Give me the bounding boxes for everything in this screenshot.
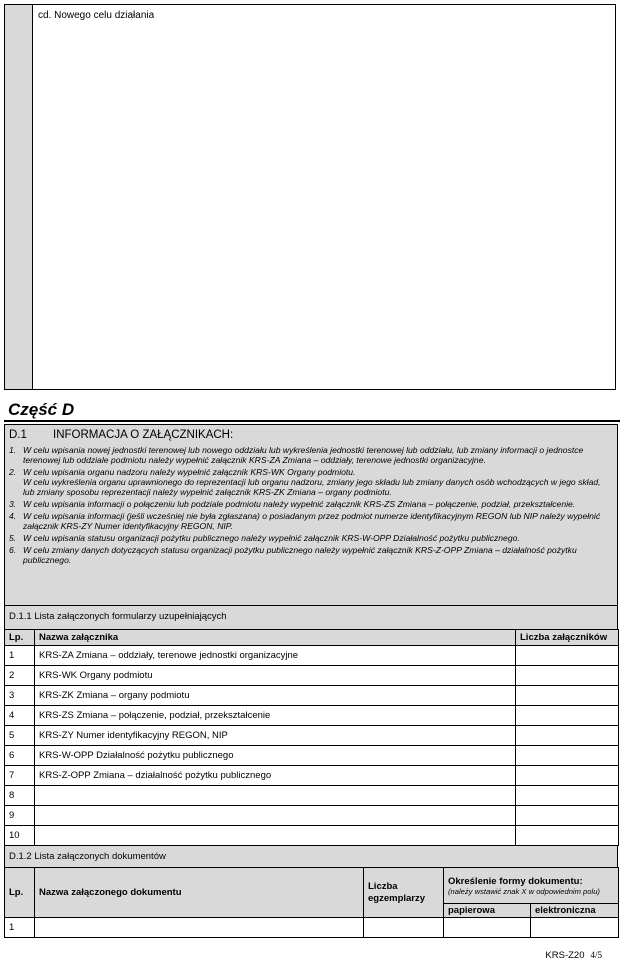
row-lp: 10 xyxy=(5,826,35,846)
info-item xyxy=(9,511,613,531)
row-lp: 1 xyxy=(5,646,35,666)
row-lp: 5 xyxy=(5,726,35,746)
row-count-input[interactable] xyxy=(516,686,619,706)
row-name: KRS-ZS Zmiana – połączenie, podział, przekształcenie xyxy=(35,706,516,726)
row-lp: 4 xyxy=(5,706,35,726)
row-count-input[interactable] xyxy=(516,806,619,826)
continuation-side-bar xyxy=(5,5,33,389)
row-name: KRS-ZY Numer identyfikacyjny REGON, NIP xyxy=(35,726,516,746)
table-row xyxy=(5,918,619,938)
row-count-input[interactable] xyxy=(516,766,619,786)
row-name xyxy=(35,826,516,846)
row-name xyxy=(35,806,516,826)
table-row xyxy=(5,786,619,806)
d1-title: INFORMACJA O ZAŁĄCZNIKACH: xyxy=(53,429,234,441)
info-item-text-2: W celu wykreślenia organu uprawnionego do reprezentacji lub organu nadzoru, zmiany jego składu lub zmiany danych osób wchodzących w jego skład, lub zmiany sposobu reprezentacji należy wypełnić załącznik KRS-ZK Zmiana – organy podmiotu. xyxy=(23,477,601,497)
info-item-number: 2. xyxy=(9,467,17,477)
info-item-text: W celu zmiany danych dotyczących statusu organizacji pożytku publicznego należy wypełnić załącznik KRS-Z-OPP Zmiana – działalność pożytku publicznego. xyxy=(23,545,577,565)
info-item-number: 1. xyxy=(9,445,17,455)
doc-col-name: Nazwa załączonego dokumentu xyxy=(35,868,364,918)
info-item xyxy=(9,533,613,543)
d11-title: D.1.1 Lista załączonych formularzy uzupełniających xyxy=(4,606,618,630)
row-count-input[interactable] xyxy=(516,646,619,666)
table-row xyxy=(5,746,619,766)
row-lp: 7 xyxy=(5,766,35,786)
attachments-table xyxy=(4,629,619,846)
attachments-info-box xyxy=(4,424,618,606)
table-row xyxy=(5,666,619,686)
page-number: 4/5 xyxy=(590,950,602,960)
info-item-number: 4. xyxy=(9,511,17,521)
row-name: KRS-WK Organy podmiotu xyxy=(35,666,516,686)
row-name xyxy=(35,786,516,806)
doc-row-lp: 1 xyxy=(5,918,35,938)
table-row xyxy=(5,806,619,826)
row-lp: 2 xyxy=(5,666,35,686)
doc-col-paper: papierowa xyxy=(444,904,531,918)
d1-code: D.1 xyxy=(9,429,27,441)
table-row xyxy=(5,726,619,746)
table-row xyxy=(5,706,619,726)
continuation-section xyxy=(4,4,616,390)
row-count-input[interactable] xyxy=(516,786,619,806)
continuation-label: cd. Nowego celu działania xyxy=(38,10,155,21)
table-row xyxy=(5,646,619,666)
form-code: KRS-Z20 xyxy=(545,950,585,961)
doc-col-count: Liczba egzemplarzy xyxy=(364,868,444,918)
info-item xyxy=(9,445,613,465)
table-row xyxy=(5,826,619,846)
doc-row-count-input[interactable] xyxy=(364,918,444,938)
row-count-input[interactable] xyxy=(516,826,619,846)
row-name: KRS-W-OPP Działalność pożytku publicznego xyxy=(35,746,516,766)
row-lp: 3 xyxy=(5,686,35,706)
doc-col-form xyxy=(444,868,619,904)
page-footer xyxy=(545,950,602,961)
row-name: KRS-ZK Zmiana – organy podmiotu xyxy=(35,686,516,706)
info-item-text: W celu wpisania organu nadzoru należy wypełnić załącznik KRS-WK Organy podmiotu. xyxy=(23,467,356,477)
col-lp: Lp. xyxy=(5,630,35,646)
table-row xyxy=(5,766,619,786)
info-item xyxy=(9,499,613,509)
d12-title: D.1.2 Lista załączonych dokumentów xyxy=(4,846,618,868)
d1-header xyxy=(9,429,233,441)
documents-table xyxy=(4,867,619,938)
row-count-input[interactable] xyxy=(516,706,619,726)
doc-form-title: Określenie formy dokumentu: xyxy=(448,875,583,887)
doc-form-note: (należy wstawić znak X w odpowiednim polu) xyxy=(448,886,600,896)
row-lp: 6 xyxy=(5,746,35,766)
doc-row-name-input[interactable] xyxy=(35,918,364,938)
row-name: KRS-ZA Zmiana – oddziały, terenowe jednostki organizacyjne xyxy=(35,646,516,666)
row-lp: 9 xyxy=(5,806,35,826)
doc-col-lp: Lp. xyxy=(5,868,35,918)
row-count-input[interactable] xyxy=(516,746,619,766)
part-title: Część D xyxy=(8,400,75,419)
info-item-number: 3. xyxy=(9,499,17,509)
col-count: Liczba załączników xyxy=(516,630,619,646)
info-item-text: W celu wpisania informacji (jeśli wcześniej nie była zgłaszana) o posiadanym przez podmiot numerze identyfikacyjnym REGON lub NIP należy wypełnić załącznik KRS-ZY Numer identyfikacyjny REGON, NIP. xyxy=(23,511,601,531)
doc-row-electronic-input[interactable] xyxy=(531,918,619,938)
row-count-input[interactable] xyxy=(516,666,619,686)
info-item-text: W celu wpisania informacji o połączeniu lub podziale podmiotu należy wypełnić załącznik KRS-ZS Zmiana – połączenie, podział, przekształcenie. xyxy=(23,499,576,509)
info-item xyxy=(9,467,613,497)
info-list xyxy=(9,445,613,567)
info-item-number: 6. xyxy=(9,545,17,555)
table-row xyxy=(5,686,619,706)
row-count-input[interactable] xyxy=(516,726,619,746)
info-item xyxy=(9,545,613,565)
col-name: Nazwa załącznika xyxy=(35,630,516,646)
info-item-text: W celu wpisania nowej jednostki terenowej lub nowego oddziału lub wykreślenia jednostki terenowej lub oddziału, lub zmiany informacji o jednostce terenowej lub oddziale podmiotu należy wypełnić załącznik KRS-ZA Zmiana – oddziały, terenowe jednostki organizacyjne. xyxy=(23,445,584,465)
doc-col-electronic: elektroniczna xyxy=(531,904,619,918)
doc-row-paper-input[interactable] xyxy=(444,918,531,938)
row-name: KRS-Z-OPP Zmiana – działalność pożytku publicznego xyxy=(35,766,516,786)
info-item-number: 5. xyxy=(9,533,17,543)
row-lp: 8 xyxy=(5,786,35,806)
info-item-text: W celu wpisania statusu organizacji pożytku publicznego należy wypełnić załącznik KRS-W-OPP Działalność pożytku publicznego. xyxy=(23,533,520,543)
part-divider xyxy=(4,420,620,422)
